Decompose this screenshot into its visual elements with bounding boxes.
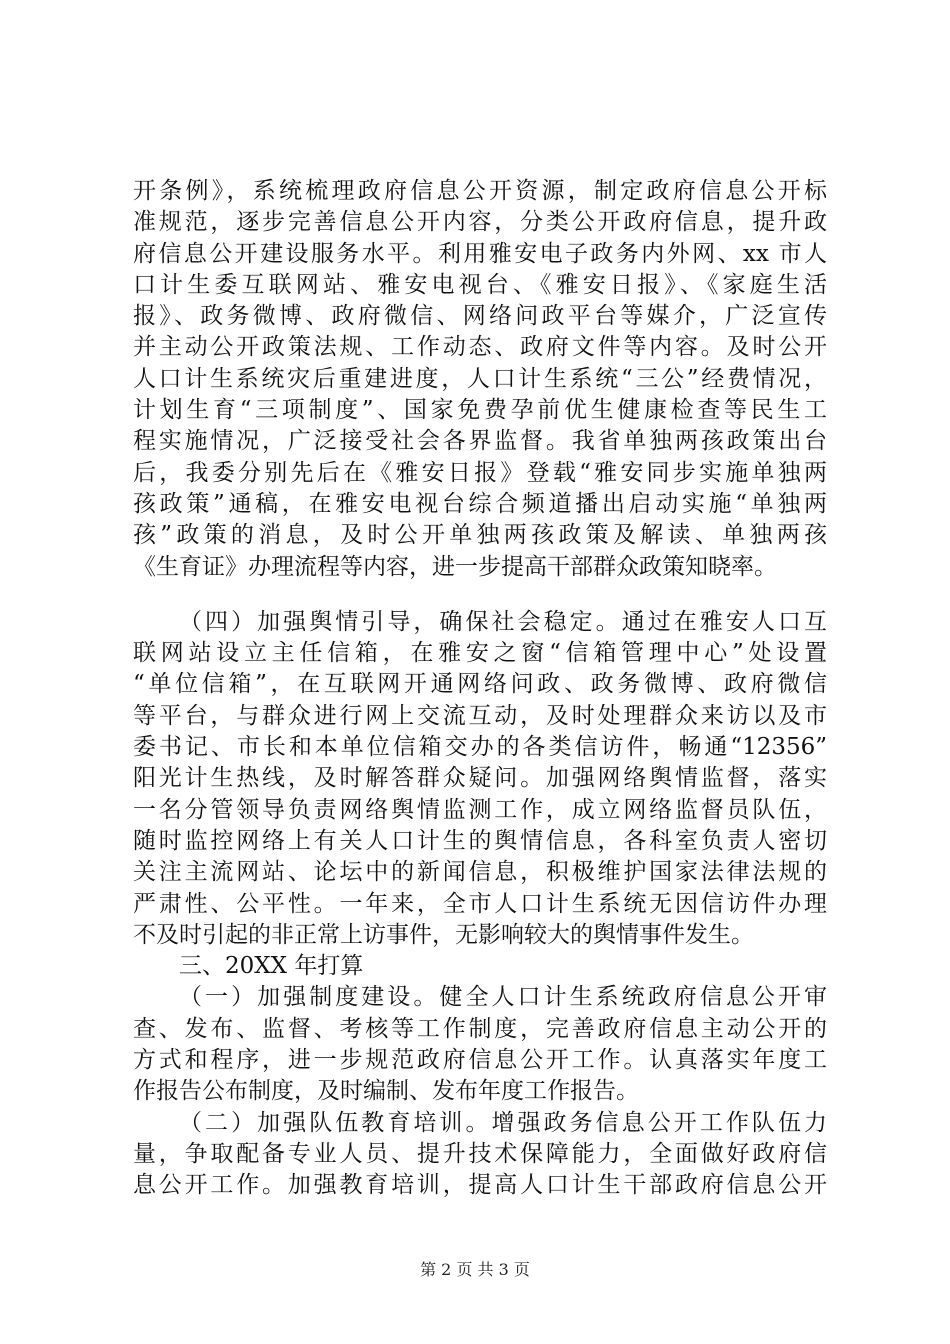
text-line: 严肃性、公平性。一年来，全市人口计生系统无因信访件办理: [133, 890, 827, 917]
text-line: 作报告公布制度，及时编制、发布年度工作报告。: [133, 1078, 639, 1105]
text-line: 联网站设立主任信箱，在雅安之窗“信箱管理中心”处设置: [133, 640, 827, 667]
text-line: 孩政策”通稿，在雅安电视台综合频道播出启动实施“单独两: [133, 490, 827, 517]
text-line: 阳光计生热线，及时解答群众疑问。加强网络舆情监督，落实: [133, 765, 827, 792]
paragraph-gap: [133, 583, 827, 607]
text-line: （一）加强制度建设。健全人口计生系统政府信息公开审: [179, 984, 827, 1011]
text-line: 报》、政务微博、政府微信、网络问政平台等媒介，广泛宣传: [133, 303, 827, 330]
text-line: 《生育证》办理流程等内容，进一步提高干部群众政策知晓率。: [133, 553, 777, 580]
text-line: 程实施情况，广泛接受社会各界监督。我省单独两孩政策出台: [133, 428, 827, 455]
text-line: （二）加强队伍教育培训。增强政务信息公开工作队伍力: [179, 1109, 827, 1136]
text-line: 口计生委互联网站、雅安电视台、《雅安日报》、《家庭生活: [133, 271, 827, 298]
text-line: 后，我委分别先后在《雅安日报》登载“雅安同步实施单独两: [133, 459, 827, 486]
text-line: 人口计生系统灾后重建进度，人口计生系统“三公”经费情况，: [133, 365, 827, 392]
text-line: 等平台，与群众进行网上交流互动，及时处理群众来访以及市: [133, 702, 827, 729]
text-line: “单位信箱”，在互联网开通网络问政、政务微博、政府微信: [133, 671, 827, 698]
text-line: 方式和程序，进一步规范政府信息公开工作。认真落实年度工: [133, 1047, 827, 1074]
text-line: 关注主流网站、论坛中的新闻信息，积极维护国家法律法规的: [133, 859, 827, 886]
text-line: 府信息公开建设服务水平。利用雅安电子政务内外网、xx 市人: [133, 240, 827, 267]
text-line: 查、发布、监督、考核等工作制度，完善政府信息主动公开的: [133, 1015, 827, 1042]
paragraph-info-publicity: [133, 176, 827, 583]
text-line: 孩”政策的消息，及时公开单独两孩政策及解读、单独两孩: [133, 522, 827, 549]
text-line: 一名分管领导负责网络舆情监测工作，成立网络监督员队伍，: [133, 796, 827, 823]
section-heading-plan: [133, 951, 827, 982]
text-line: 不及时引起的非正常上访事件，无影响较大的舆情事件发生。: [133, 921, 754, 948]
text-line: 并主动公开政策法规、工作动态、政府文件等内容。及时公开: [133, 334, 827, 361]
document-body: [133, 176, 827, 1202]
text-line: （四）加强舆情引导，确保社会稳定。通过在雅安人口互: [179, 608, 827, 635]
paragraph-system-building: [133, 982, 827, 1107]
text-line: 计划生育“三项制度”、国家免费孕前优生健康检查等民生工: [133, 397, 827, 424]
text-line: 委书记、市长和本单位信箱交办的各类信访件，畅通“12356”: [133, 734, 827, 761]
text-line: 准规范，逐步完善信息公开内容，分类公开政府信息，提升政: [133, 209, 827, 236]
text-line: 开条例》，系统梳理政府信息公开资源，制定政府信息公开标: [133, 178, 827, 204]
text-line: 息公开工作。加强教育培训，提高人口计生干部政府信息公开: [133, 1172, 827, 1199]
section-heading: 三、20XX 年打算: [179, 953, 364, 980]
paragraph-public-opinion: [133, 607, 827, 951]
text-line: 量，争取配备专业人员、提升技术保障能力，全面做好政府信: [133, 1140, 827, 1167]
page-footer: 第 2 页 共 3 页: [420, 1260, 530, 1279]
paragraph-team-training: [133, 1108, 827, 1202]
text-line: 随时监控网络上有关人口计生的舆情信息，各科室负责人密切: [133, 827, 827, 854]
